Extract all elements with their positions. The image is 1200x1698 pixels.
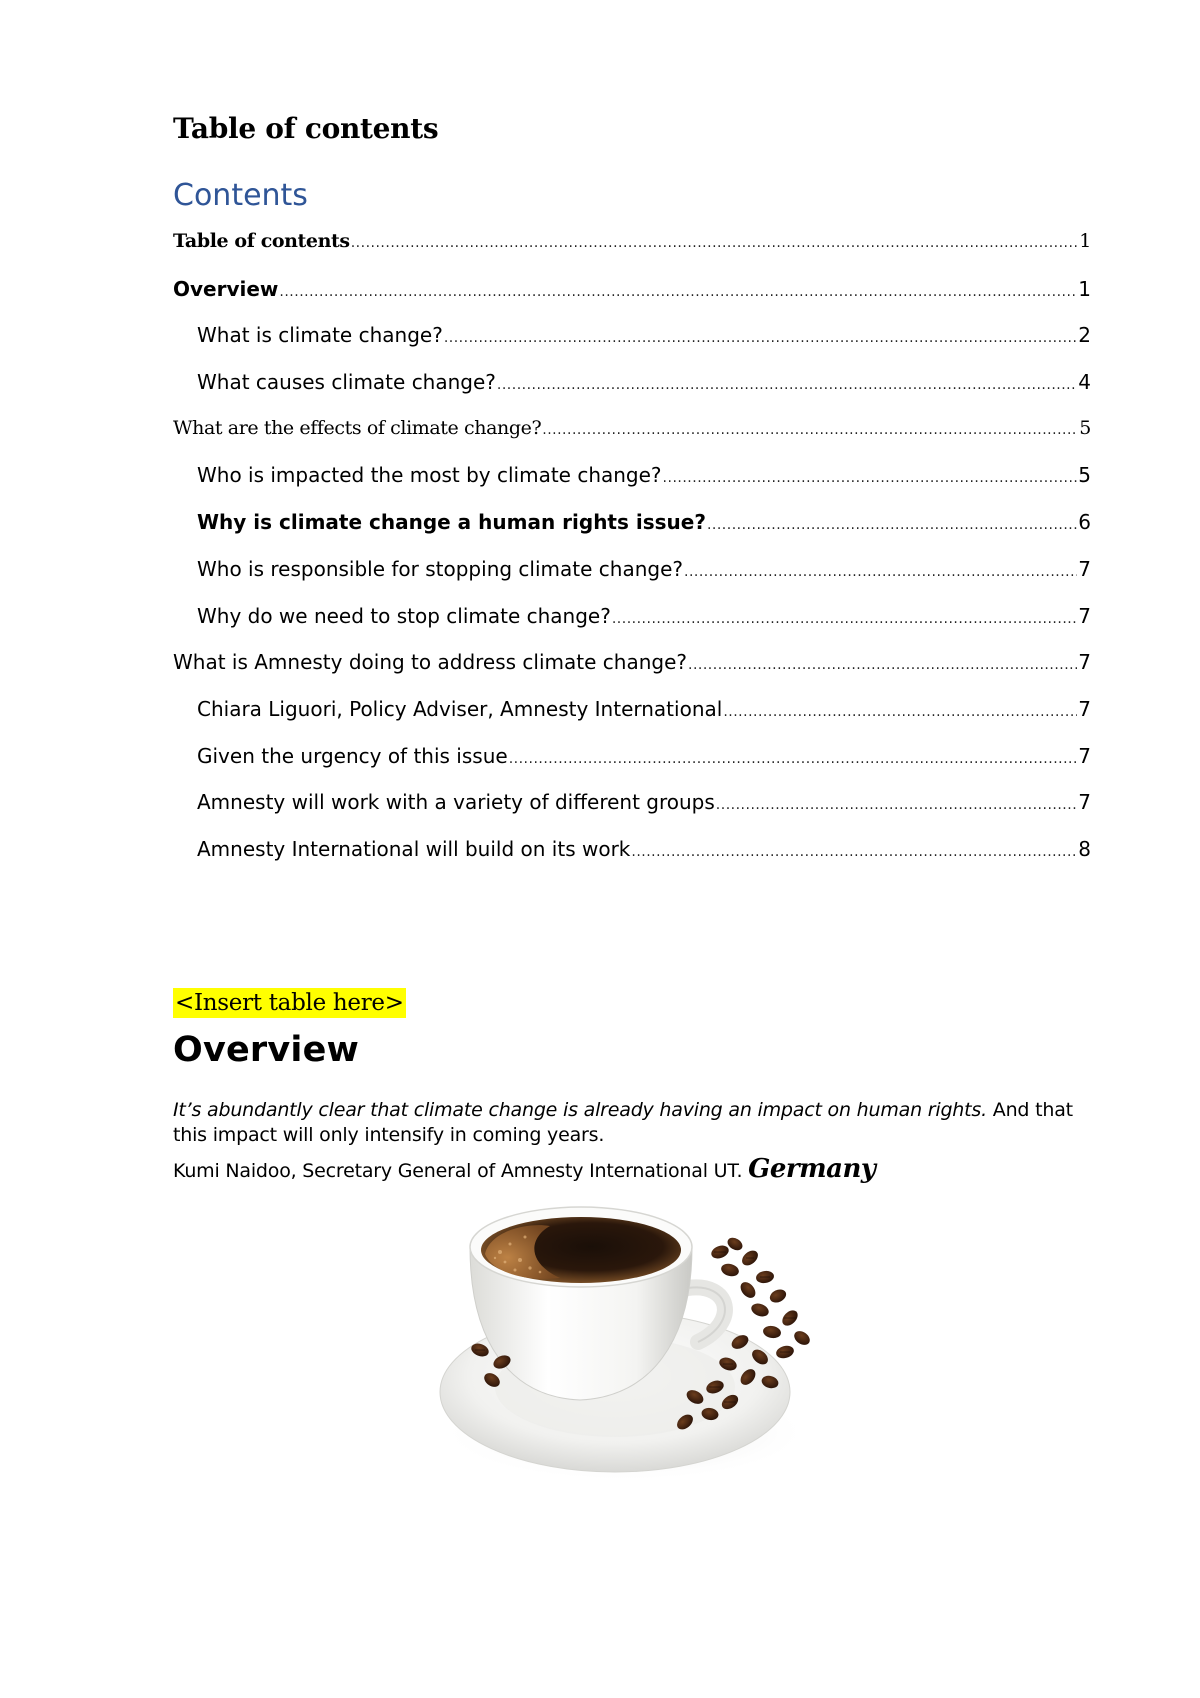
overview-heading: Overview (173, 1030, 360, 1070)
toc-entry-what-causes-climate-change[interactable]: What causes climate change? ..... 4 (173, 370, 1091, 417)
quote-attribution (173, 1154, 875, 1184)
toc-entry-overview[interactable]: Overview ..... 1 (173, 277, 1091, 324)
insert-table-placeholder: <Insert table here> (175, 990, 404, 1016)
toc-entry-who-is-impacted[interactable]: Who is impacted the most by climate change? ..... 5 (173, 463, 1091, 510)
quote-plain-text: And that this impact will only intensify in coming years. (173, 1099, 1073, 1146)
quote-italic-text: It’s abundantly clear that climate change is already having an impact on human rights. (173, 1099, 987, 1121)
toc-entry-amnesty-address[interactable]: What is Amnesty doing to address climate change? ..... 7 (173, 650, 1091, 697)
attribution-country: Germany (748, 1154, 876, 1184)
toc-entry-human-rights-issue[interactable]: Why is climate change a human rights issue? ..... 6 (173, 510, 1091, 557)
document-title: Table of contents (173, 112, 439, 145)
toc-entry-table-of-contents[interactable]: Table of contents ..... 1 (173, 230, 1091, 277)
toc-entry-chiara-liguori[interactable]: Chiara Liguori, Policy Adviser, Amnesty International ..... 7 (173, 697, 1091, 744)
toc-entry-why-stop-climate-change[interactable]: Why do we need to stop climate change? ..... 7 (173, 604, 1091, 651)
attribution-text: Kumi Naidoo, Secretary General of Amnesty International UT. (173, 1160, 749, 1182)
toc-entry-urgency[interactable]: Given the urgency of this issue ..... 7 (173, 744, 1091, 791)
toc-entry-effects-of-climate-change[interactable]: What are the effects of climate change? ..... 5 (173, 417, 1091, 464)
coffee-cup-image (430, 1192, 850, 1492)
toc-entry-build-on-work[interactable]: Amnesty International will build on its work ..... 8 (173, 837, 1091, 884)
overview-quote (173, 1098, 1093, 1148)
toc-entry-who-is-responsible[interactable]: Who is responsible for stopping climate change? ..... 7 (173, 557, 1091, 604)
toc-entry-different-groups[interactable]: Amnesty will work with a variety of different groups ..... 7 (173, 790, 1091, 837)
toc-heading: Contents (173, 178, 308, 213)
table-of-contents (173, 230, 1091, 884)
toc-entry-what-is-climate-change[interactable]: What is climate change? ..... 2 (173, 323, 1091, 370)
